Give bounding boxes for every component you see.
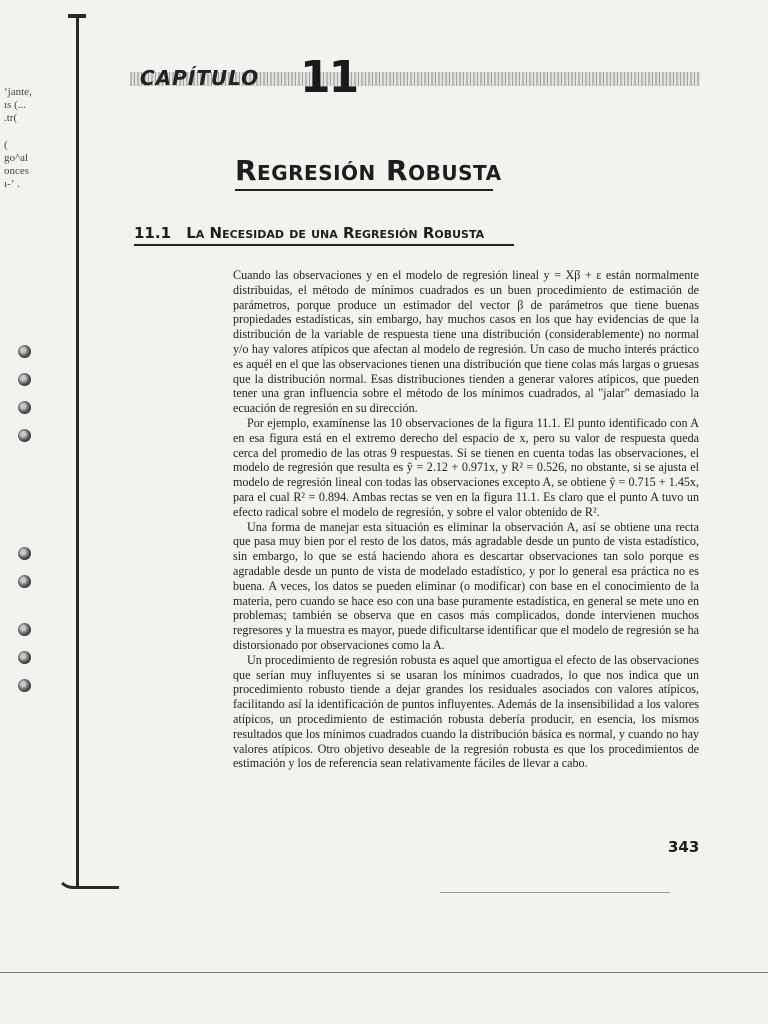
margin-fragment: ı-ʼ . bbox=[4, 178, 20, 190]
binding-hole-icon bbox=[18, 429, 31, 442]
chapter-title: Regresión Robusta bbox=[235, 154, 502, 187]
binding-holes bbox=[18, 345, 38, 707]
section-title: La Necesidad de una Regresión Robusta bbox=[186, 224, 485, 242]
paragraph: Cuando las observaciones y en el modelo de regresión lineal y = Xβ + ε están normalmente distribuidas, el método de mínimos cuadrados es un buen procedimiento de estimación de parámetros, porque produce un estimador del vector β de parámetros que tiene buenas propiedades estadísticas, sin embargo, hay muchos casos en los que hay evidencias de que la distribución de la variable de respuesta tiene una distribución (considerablemente) no normal y/o hay valores atípicos que afectan al modelo de regresión. Un caso de mucho interés práctico es aquél en el que las observaciones tienen una distribución que tiene colas más largas o gruesas que la distribución normal. Esas distribuciones tienden a generar valores atípicos, que pueden tener una gran influencia sobre el método de los mínimos cuadrados, al "jalar" demasiado la ecuación de regresión en su dirección. bbox=[233, 268, 699, 416]
binding-hole-icon bbox=[18, 345, 31, 358]
binding-bar-foot bbox=[56, 872, 119, 889]
scan-edge-line bbox=[0, 972, 768, 973]
binding-hole-icon bbox=[18, 679, 31, 692]
chapter-label: CAPÍTULO bbox=[140, 66, 260, 90]
margin-fragment: .tr( bbox=[4, 112, 18, 124]
margin-fragment: ʻjante, bbox=[4, 86, 32, 98]
margin-fragment: go^al bbox=[4, 152, 29, 164]
paragraph: Un procedimiento de regresión robusta es aquel que amortigua el efecto de las observaciones que serían muy influyentes si se usaran los mínimos cuadrados, lo que nos indica que un procedimiento robusto tiende a dejar grandes los residuales asociados con valores atípicos, facilitando así la identificación de puntos influyentes. Además de la insensibilidad a los valores atípicos, un procedimiento de estimación robusta debería producir, en esencia, los mismos resultados que los mínimos cuadrados cuando la distribución básica es normal, y cuando no hay valores atípicos. Otro objetivo deseable de la regresión robusta es que los procedimientos de estimación y los de referencia sean relativamente fáciles de llevar a cabo. bbox=[233, 652, 699, 771]
binding-hole-icon bbox=[18, 623, 31, 636]
binding-bar bbox=[76, 16, 79, 886]
paragraph: Por ejemplo, examínense las 10 observaciones de la figura 11.1. El punto identificado con A en esa figura está en el extremo derecho del espacio de x, pero su valor de respuesta queda cerca del promedio de las otras 9 respuestas. Si se tienen en cuenta todas las observaciones, el modelo de regresión que resulta es ŷ = 2.12 + 0.971x, y R² = 0.526, no obstante, si se ajusta el modelo de regresión lineal con todas las observaciones excepto A, se obtiene ŷ = 0.715 + 1.45x, para el cual R² = 0.894. Ambas rectas se ven en la figura 11.1. Es claro que el punto A tuvo un efecto radical sobre el modelo de regresión, y sobre el valor obtenido de R². bbox=[233, 415, 699, 519]
page-number: 343 bbox=[668, 838, 700, 856]
binding-hole-icon bbox=[18, 547, 31, 560]
left-margin-fragments bbox=[4, 86, 44, 191]
body-text bbox=[233, 268, 699, 771]
binding-hole-icon bbox=[18, 575, 31, 588]
section-number: 11.1 bbox=[134, 224, 172, 242]
margin-fragment: ( bbox=[4, 139, 8, 151]
scan-line bbox=[440, 892, 670, 893]
binding-hole-icon bbox=[18, 651, 31, 664]
binding-hole-icon bbox=[18, 373, 31, 386]
paragraph: Una forma de manejar esta situación es eliminar la observación A, así se obtiene una recta que pasa muy bien por el resto de los datos, más agradable desde un punto de vista estadístico, sin embargo, lo que se está haciendo ahora es descartar observaciones tan solo porque es agradable desde un punto de vista de modelado estadístico, y por lo general esa práctica no es buena. A veces, los datos se pueden eliminar (o modificar) con base en el conocimiento de la materia, pero cuando se hace eso con una base puramente estadística, en general se mete uno en problemas; también se observa que en casos más complicados, donde intervienen muchos regresores y la muestra es mayor, puede dificultarse identificar que el modelo de regresión se ha distorsionado por observaciones como la A. bbox=[233, 519, 699, 652]
section-heading bbox=[134, 224, 484, 242]
binding-hole-icon bbox=[18, 401, 31, 414]
chapter-number: 11 bbox=[300, 52, 358, 103]
margin-fragment: onces bbox=[4, 165, 30, 177]
title-underline bbox=[235, 189, 493, 191]
margin-fragment: ıs (... bbox=[4, 99, 26, 111]
section-underline bbox=[134, 244, 514, 246]
chapter-band bbox=[130, 52, 700, 103]
